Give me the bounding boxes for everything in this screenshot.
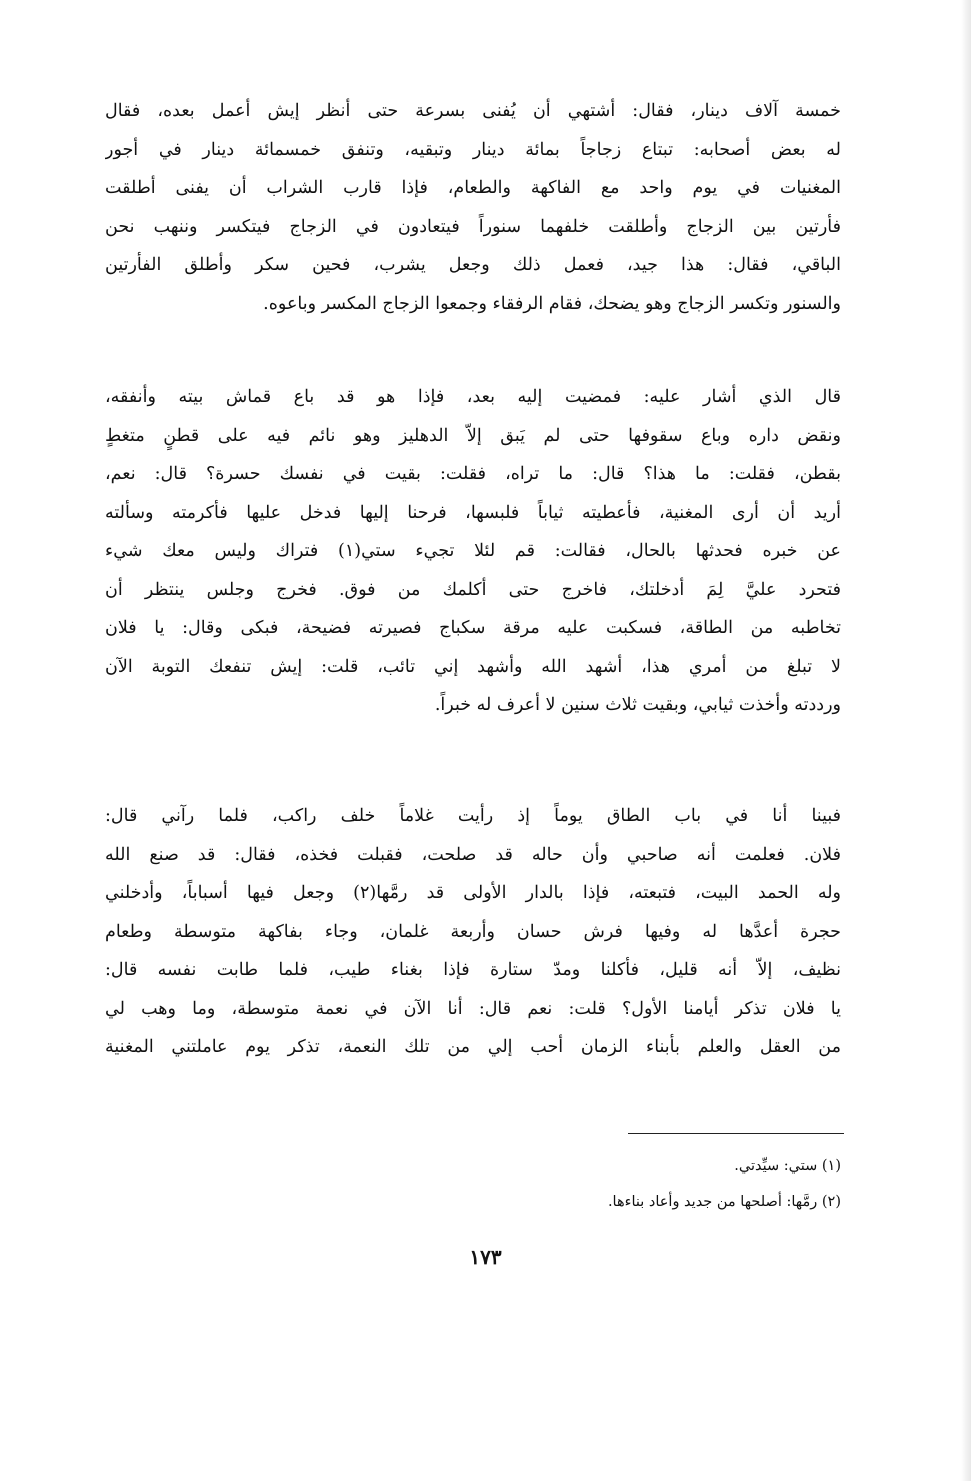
- text-line: قال الذي أشار عليه: فمضيت إليه بعد، فإذا هو قد باع قماش بيته وأنفقه،: [105, 387, 841, 407]
- text-line: أريد أن أرى المغنية، فأعطيته ثياباً فلبسها، فرحنا إليها فدخل عليها فأكرمته وسألته: [105, 502, 841, 523]
- text-line: عن خبره فحدثها بالحال، فقالت: قم لئلا تجيء ستي(١) فتراك وليس معك شيء: [105, 541, 841, 561]
- text-line: ورددته وأخذت ثيابي، وبقيت ثلاث سنين لا أعرف له خبراً.: [434, 695, 841, 715]
- text-line: الباقي، فقال: هذا جيد، فعمل ذلك وجعل يشرب، فحين سكر وأطلق الفأرتين: [105, 255, 841, 275]
- text-line: نظيف، إلاّ أنه قليل، فأكلنا ومدّ ستارة فإذا بغناء طيب، فلما طابت نفسه قال:: [105, 960, 841, 980]
- text-line: والسنور وتكسر الزجاج وهو يضحك، فقام الرفقاء وجمعوا الزجاج المكسر وباعوه.: [263, 293, 841, 314]
- paragraph-3: [105, 797, 841, 1067]
- text-line: فأرتين بين الزجاج وأطلقت خلفهما سنوراً فيتعادون في الزجاج فيتكسر وننهب نحن: [105, 216, 841, 237]
- text-line: المغنيات في يوم واحد مع الفاكهة والطعام، فإذا قارب الشراب أن يفنى أطلقت: [105, 178, 841, 198]
- text-line: فبينا أنا في باب الطاق يوماً إذ رأيت غلاماً خلف راكب، فلما رآني قال:: [105, 806, 841, 826]
- text-line: حجرة أعدَّها له وفيها فرش حسان وأربعة غلمان، وجاء بفاكهة متوسطة وطعام: [105, 921, 841, 942]
- text-line: فتحرد عليَّ لِمَ أدخلتك، فاخرج حتى أكلمك من فوق. فخرج وجلس ينتظر أن: [105, 579, 841, 600]
- footnote-divider: [628, 1133, 844, 1134]
- footnote-1: (١) ستي: سيِّدتي.: [734, 1158, 841, 1174]
- page-number: ١٧٣: [469, 1245, 502, 1269]
- scan-edge-shadow: [961, 0, 971, 1481]
- footnotes: [341, 1148, 841, 1220]
- text-line: لا تبلغ من أمري هذا، أشهد الله وأشهد إني تائب، قلت: إيش تنفعك التوبة الآن: [105, 656, 841, 677]
- paragraph-1: [105, 92, 841, 323]
- text-line: بقطن، فقلت: ما هذا؟ قال: ما تراه، فقلت: بقيت في نفسك حسرة؟ قال: نعم،: [105, 464, 841, 484]
- footnote-2: (٢) رمَّها: أصلحها من جديد وأعاد بناءها.: [607, 1194, 841, 1210]
- text-line: يا فلان تذكر أيامنا الأول؟ قلت: نعم قال: أنا الآن في نعمة متوسطة، وما وهب لي: [105, 998, 841, 1019]
- text-line: وله الحمد البيت، فتبعته، فإذا بالدار الأولى قد رمَّها(٢) وجعل فيها أسباباً، وأدخلني: [105, 883, 841, 903]
- text-line: تخاطبه من الطاقة، فسكبت عليه مرقة سكباج فصيرته فضيحة، فبكى وقال: يا فلان: [105, 618, 841, 638]
- text-line: ونقض داره وباع سقوفها حتى لم يَبق إلاّ الدهليز وهو نائم فيه على قطنٍ متغطٍ: [105, 425, 841, 446]
- text-line: من العقل والعلم بأبناء الزمان أحب إلي من تلك النعمة، تذكر يوم عاملتني المغنية: [105, 1037, 841, 1057]
- text-line: فلان. فعلمت أنه صاحبي وأن حاله قد صلحت، فقبلت فخذه، فقال: قد صنع الله: [105, 844, 841, 865]
- paragraph-2: [105, 378, 841, 725]
- text-line: خمسة آلاف دينار، فقال: أشتهي أن يُفنى بسرعة حتى أنظر إيش أعمل بعده، فقال: [105, 101, 841, 121]
- text-line: له بعض أصحابه: تبتاع زجاجاً بمائة دينار وتبقيه، وتنفق خمسمائة دينار في أجور: [105, 139, 841, 160]
